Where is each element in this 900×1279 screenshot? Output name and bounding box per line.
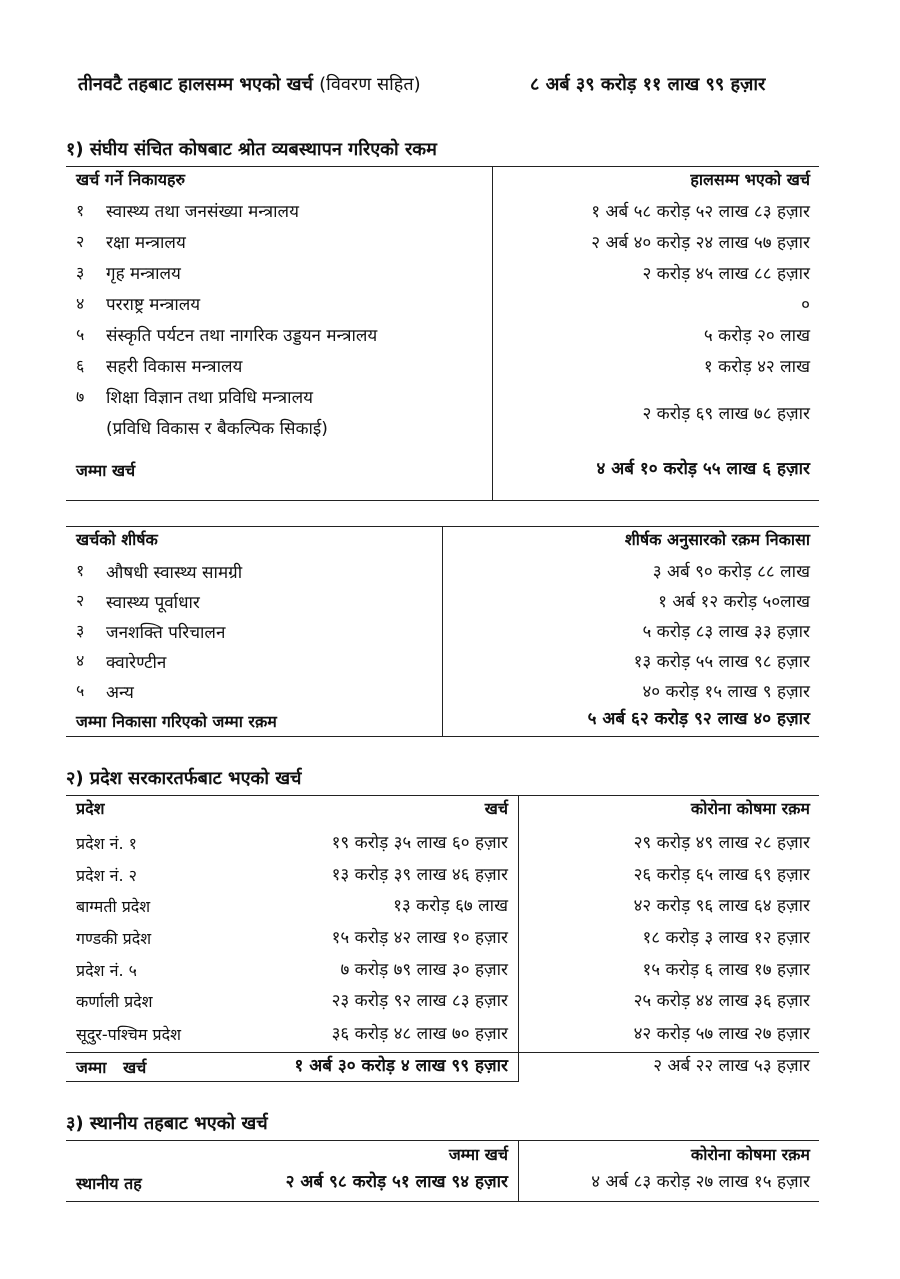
table-row [0, 199, 900, 225]
section3-heading: ३) स्थानीय तहबाट भएको खर्च [66, 1113, 268, 1134]
table-row [0, 649, 900, 675]
row-amount: ४० करोड़ १५ लाख ९ हज़ार [642, 682, 810, 702]
province-fund: २६ करोड़ ६५ लाख ६९ हज़ार [633, 865, 810, 885]
table-row [0, 323, 900, 349]
row-name: औषधी स्वास्थ्य सामग्री [106, 563, 243, 583]
row-amount: १ करोड़ ४२ लाख [703, 357, 810, 377]
table-row [0, 990, 900, 1016]
province-expense: १३ करोड़ ३९ लाख ४६ हज़ार [331, 865, 508, 885]
table4-bottom-border [66, 1201, 819, 1202]
title-text: तीनवटै तहबाट हालसम्म भएको खर्च [78, 74, 313, 95]
row-number: ३ [76, 263, 85, 282]
table1-col-left-header: खर्च गर्ने निकायहरु [76, 170, 186, 189]
table-row [0, 895, 900, 921]
province-fund: १५ करोड़ ६ लाख १७ हज़ार [642, 960, 810, 980]
table-row [0, 292, 900, 318]
fund-col-header: कोरोना कोषमा रक़म [690, 799, 810, 818]
local-fund-col-header: कोरोना कोषमा रक़म [690, 1145, 810, 1164]
row-amount: २ करोड़ ६९ लाख ७८ हज़ार [642, 404, 810, 424]
row-amount: ० [801, 295, 810, 315]
province-expense: १५ करोड़ ४२ लाख १० हज़ार [331, 928, 508, 948]
section2-heading: २) प्रदेश सरकारतर्फबाट भएको खर्च [66, 768, 302, 789]
province-expense: १३ करोड़ ६७ लाख [393, 896, 508, 916]
row-amount: ५ करोड़ २० लाख [703, 326, 810, 346]
row-name: शिक्षा विज्ञान तथा प्रविधि मन्त्रालय [106, 388, 313, 408]
row-name: जनशक्ति परिचालन [106, 623, 226, 643]
province-expense: १९ करोड़ ३५ लाख ६० हज़ार [331, 833, 508, 853]
province-name: प्रदेश नं. ५ [76, 961, 137, 980]
province-name: गण्डकी प्रदेश [76, 929, 152, 948]
table-row [0, 559, 900, 585]
row-name: स्वास्थ्य पूर्वाधार [106, 593, 200, 613]
row-number: १ [76, 561, 85, 580]
province-name: प्रदेश नं. १ [76, 834, 137, 853]
row-number: २ [76, 232, 85, 251]
province-name: बाग्मती प्रदेश [76, 897, 151, 916]
row-name-continued: (प्रविधि विकास र बैकल्पिक सिकाई) [106, 419, 328, 439]
province-fund: १८ करोड़ ३ लाख १२ हज़ार [642, 928, 810, 948]
table-row [0, 864, 900, 890]
row-name: क्वारेण्टीन [106, 653, 167, 673]
row-name: परराष्ट्र मन्त्रालय [106, 295, 201, 315]
table1-top-border [66, 166, 819, 167]
province-total-label: जम्मा खर्च [76, 1058, 147, 1077]
row-amount: ३ अर्ब ९० करोड़ ८८ लाख [652, 562, 810, 582]
row-name: गृह मन्त्रालय [106, 264, 181, 284]
table-row [0, 832, 900, 858]
row-number: ७ [76, 387, 85, 406]
province-col-header: प्रदेश [76, 799, 105, 818]
row-number: ५ [76, 325, 85, 344]
province-name: सूदुर-पश्चिम प्रदेश [76, 1025, 181, 1044]
table1-bottom-border [66, 500, 819, 501]
table2-total-amount: ५ अर्ब ६२ करोड़ ९२ लाख ४० हज़ार [587, 709, 810, 729]
province-expense: ३६ करोड़ ४८ लाख ७० हज़ार [331, 1024, 508, 1044]
expense-col-header: खर्च [484, 799, 508, 818]
province-expense: ७ करोड़ ७९ लाख ३० हज़ार [340, 960, 508, 980]
table2-bottom-border [66, 736, 819, 737]
table-row [0, 959, 900, 985]
province-expense: २३ करोड़ ९२ लाख ८३ हज़ार [331, 991, 508, 1011]
row-amount: १ अर्ब ५८ करोड़ ५२ लाख ८३ हज़ार [591, 202, 810, 222]
table3-total-border [66, 1052, 819, 1053]
row-name: अन्य [106, 683, 134, 703]
row-amount: ५ करोड़ ८३ लाख ३३ हज़ार [642, 622, 810, 642]
table-row [0, 261, 900, 287]
section1-heading: १) संघीय संचित कोषबाट श्रोत व्यबस्थापन गरिएको रकम [66, 139, 437, 160]
local-total-col-header: जम्मा खर्च [448, 1145, 508, 1164]
province-name: कर्णाली प्रदेश [76, 992, 153, 1011]
row-number: २ [76, 591, 85, 610]
row-number: ४ [76, 294, 85, 313]
table-row [0, 589, 900, 615]
row-amount: १ अर्ब १२ करोड़ ५०लाख [658, 592, 810, 612]
local-expense: २ अर्ब ९८ करोड़ ५१ लाख ९४ हज़ार [285, 1172, 508, 1192]
table3-bottom-border [66, 1081, 519, 1082]
row-name: सहरी विकास मन्त्रालय [106, 357, 243, 377]
table1-total-label: जम्मा खर्च [76, 461, 136, 480]
row-amount: २ करोड़ ४५ लाख ८८ हज़ार [642, 264, 810, 284]
table-row [0, 230, 900, 256]
local-row-label: स्थानीय तह [76, 1174, 142, 1193]
row-name: संस्कृति पर्यटन तथा नागरिक उड्डयन मन्त्रालय [106, 326, 378, 346]
table3-top-border [66, 795, 819, 796]
province-total-fund: २ अर्ब २२ लाख ५३ हज़ार [653, 1056, 810, 1076]
table-row [0, 619, 900, 645]
row-name: स्वास्थ्य तथा जनसंख्या मन्त्रालय [106, 202, 299, 222]
table-row [0, 385, 900, 445]
table-row [0, 927, 900, 953]
row-number: ६ [76, 356, 85, 375]
table2-col-left-header: खर्चको शीर्षक [76, 530, 158, 549]
table2-total-label: जम्मा निकासा गरिएको जम्मा रक़म [76, 712, 277, 731]
province-fund: ४२ करोड़ ५७ लाख २७ हज़ार [633, 1024, 810, 1044]
table1-col-right-header: हालसम्म भएको खर्च [690, 170, 810, 189]
grand-total: ८ अर्ब ३९ करोड़ ११ लाख ९९ हज़ार [530, 74, 766, 95]
title-parenthetical: (विवरण सहित) [319, 74, 421, 95]
province-fund: २५ करोड़ ४४ लाख ३६ हज़ार [633, 991, 810, 1011]
province-fund: २९ करोड़ ४९ लाख २८ हज़ार [633, 833, 810, 853]
row-number: ५ [76, 681, 85, 700]
province-total-expense: १ अर्ब ३० करोड़ ४ लाख ९९ हज़ार [294, 1056, 508, 1076]
table-row [0, 354, 900, 380]
row-amount: १३ करोड़ ५५ लाख ९८ हज़ार [633, 652, 810, 672]
row-amount: २ अर्ब ४० करोड़ २४ लाख ५७ हज़ार [591, 233, 810, 253]
row-number: ३ [76, 621, 85, 640]
province-name: प्रदेश नं. २ [76, 866, 137, 885]
row-number: ४ [76, 651, 85, 670]
document-title [78, 72, 421, 96]
table-row [0, 1023, 900, 1049]
province-fund: ४२ करोड़ ९६ लाख ६४ हज़ार [633, 896, 810, 916]
table4-divider [518, 1140, 519, 1202]
row-number: १ [76, 201, 85, 220]
table4-top-border [66, 1140, 819, 1141]
row-name: रक्षा मन्त्रालय [106, 233, 186, 253]
table-row [0, 679, 900, 705]
table1-total-amount: ४ अर्ब १० करोड़ ५५ लाख ६ हज़ार [596, 459, 810, 479]
local-fund: ४ अर्ब ८३ करोड़ २७ लाख १५ हज़ार [591, 1172, 810, 1192]
table2-col-right-header: शीर्षक अनुसारको रक़म निकासा [624, 530, 810, 549]
